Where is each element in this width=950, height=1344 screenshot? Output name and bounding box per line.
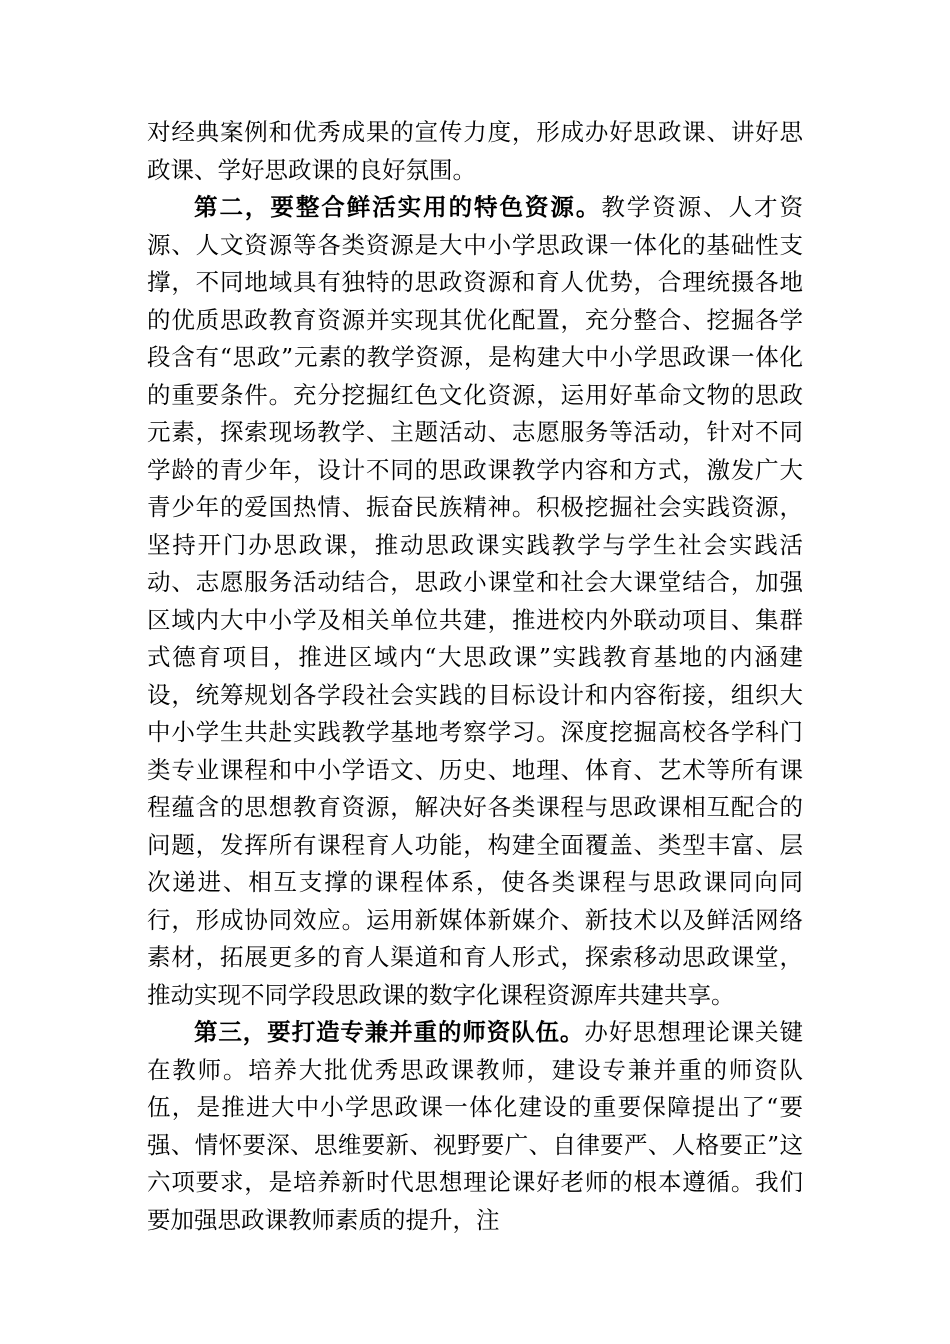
document-page	[147, 114, 803, 1239]
paragraph-section-three	[147, 1014, 803, 1239]
paragraph-body: 办好思想理论课关键在教师。培养大批优秀思政课教师，建设专兼并重的师资队伍，是推进大中小学思政课一体化建设的重要保障提出了“要强、情怀要深、思维要新、视野要广、自律要严、人格要正”这六项要求，是培养新时代思想理论课好老师的根本遵循。我们要加强思政课教师素质的提升，注	[147, 1018, 804, 1234]
section-heading: 第三，要打造专兼并重的师资队伍。	[194, 1018, 585, 1046]
paragraph-section-two	[147, 189, 803, 1014]
paragraph-continuation	[147, 114, 803, 189]
section-heading: 第二，要整合鲜活实用的特色资源。	[194, 193, 602, 221]
paragraph-body: 对经典案例和优秀成果的宣传力度，形成办好思政课、讲好思政课、学好思政课的良好氛围。	[147, 118, 803, 184]
paragraph-body: 教学资源、人才资源、人文资源等各类资源是大中小学思政课一体化的基础性支撑，不同地域具有独特的思政资源和育人优势，合理统摄各地的优质思政教育资源并实现其优化配置，充分整合、挖掘各学段含有“思政”元素的教学资源，是构建大中小学思政课一体化的重要条件。充分挖掘红色文化资源，运用好革命文物的思政元素，探索现场教学、主题活动、志愿服务等活动，针对不同学龄的青少年，设计不同的思政课教学内容和方式，激发广大青少年的爱国热情、振奋民族精神。积极挖掘社会实践资源，坚持开门办思政课，推动思政课实践教学与学生社会实践活动、志愿服务活动结合，思政小课堂和社会大课堂结合，加强区域内大中小学及相关单位共建，推进校内外联动项目、集群式德育项目，推进区域内“大思政课”实践教育基地的内涵建设，统筹规划各学段社会实践的目标设计和内容衔接，组织大中小学生共赴实践教学基地考察学习。深度挖掘高校各学科门类专业课程和中小学语文、历史、地理、体育、艺术等所有课程蕴含的思想教育资源，解决好各类课程与思政课相互配合的问题，发挥所有课程育人功能，构建全面覆盖、类型丰富、层次递进、相互支撑的课程体系，使各类课程与思政课同向同行，形成协同效应。运用新媒体新媒介、新技术以及鲜活网络素材，拓展更多的育人渠道和育人形式，探索移动思政课堂，推动实现不同学段思政课的数字化课程资源库共建共享。	[147, 193, 804, 1009]
